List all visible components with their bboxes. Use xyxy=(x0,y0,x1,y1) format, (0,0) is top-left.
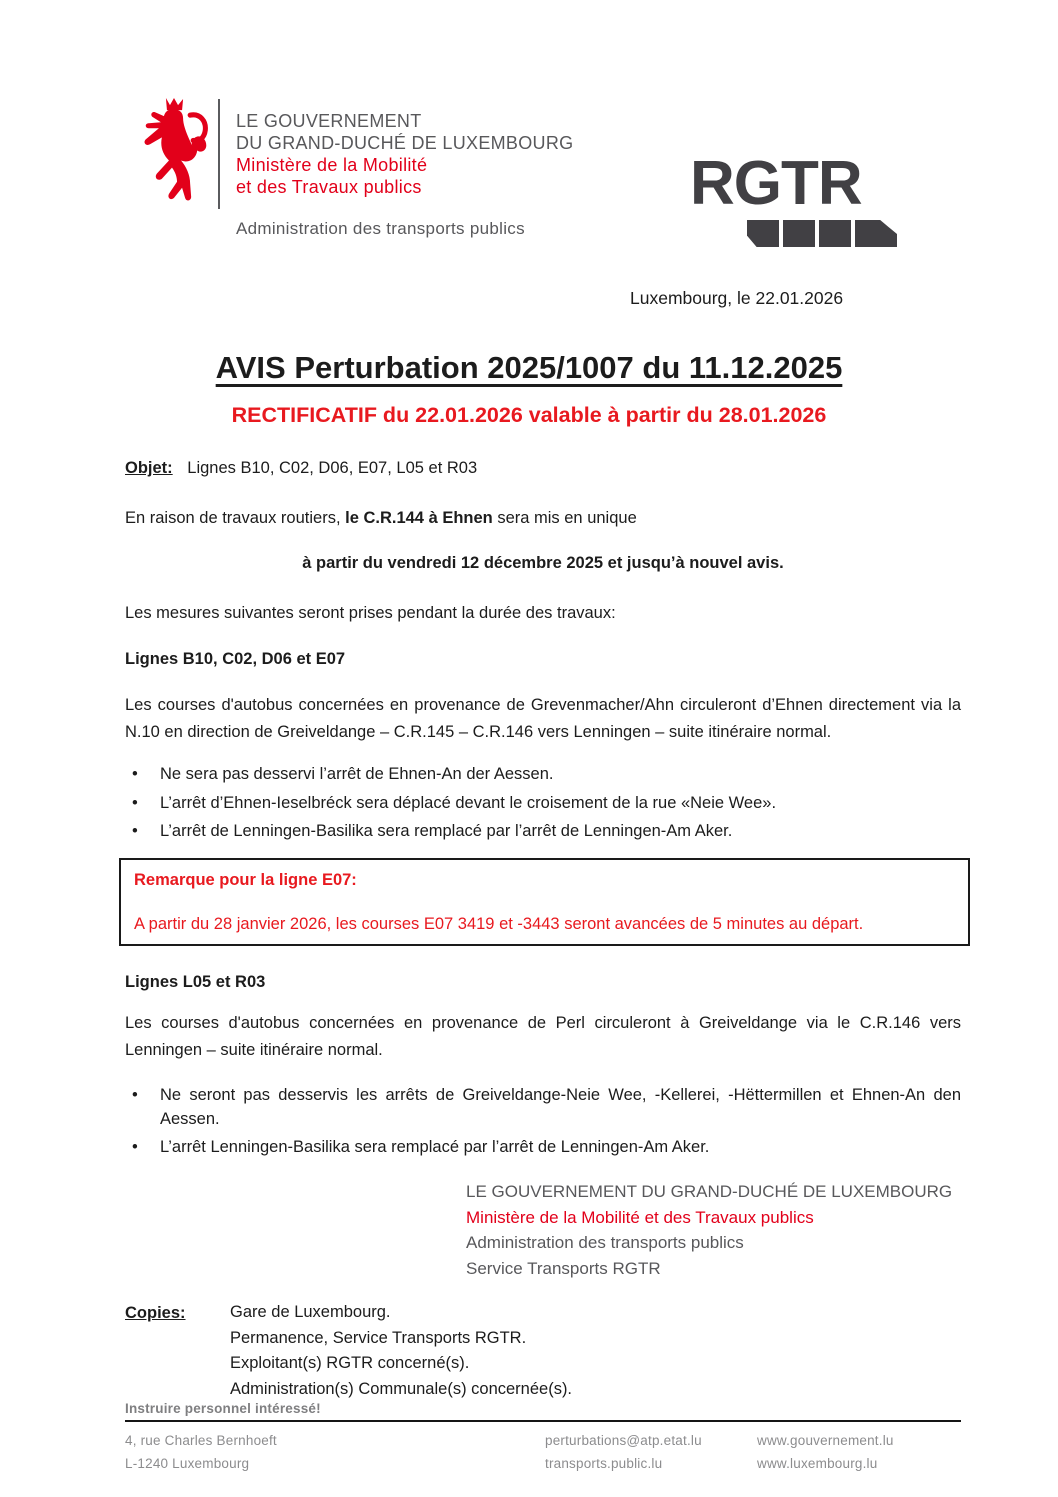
footer-address xyxy=(125,1430,277,1475)
footer-websites xyxy=(757,1430,894,1475)
footer-rule xyxy=(125,1420,961,1422)
signature-block xyxy=(466,1179,952,1281)
gov-name-line1: LE GOUVERNEMENT xyxy=(236,111,422,131)
objet-label: Objet: xyxy=(125,459,173,477)
bullet-item: • Ne seront pas desservis les arrêts de Greiveldange-Neie Wee, -Kellerei, -Hëttermillen et Ehnen-An den Aessen. xyxy=(125,1084,961,1131)
date-line: Luxembourg, le 22.01.2026 xyxy=(630,288,844,308)
section1-heading: Lignes B10, C02, D06 et E07 xyxy=(125,650,346,668)
rgtr-bus-block-1 xyxy=(747,220,779,247)
objet-row xyxy=(125,455,477,482)
signature-line1: LE GOUVERNEMENT DU GRAND-DUCHÉ DE LUXEMBOURG xyxy=(466,1182,953,1201)
section2-heading: Lignes L05 et R03 xyxy=(125,973,266,991)
logo-divider xyxy=(218,99,220,209)
copies-item: Exploitant(s) RGTR concerné(s). xyxy=(230,1354,470,1372)
footer-gouvernement-site: www.gouvernement.lu xyxy=(757,1433,894,1448)
signature-line4: Service Transports RGTR xyxy=(466,1258,661,1278)
footer-email: perturbations@atp.etat.lu xyxy=(545,1433,702,1448)
footer-luxembourg-site: www.luxembourg.lu xyxy=(757,1455,878,1471)
ministry-line1: Ministère de la Mobilité xyxy=(236,155,428,175)
footer-address-line1: 4, rue Charles Bernhoeft xyxy=(125,1433,277,1448)
intro-pre: En raison de travaux routiers, xyxy=(125,509,346,527)
bullet-item: • L’arrêt Lenningen-Basilika sera remplacé par l’arrêt de Lenningen-Am Aker. xyxy=(125,1136,961,1160)
objet-value: Lignes B10, C02, D06, E07, L05 et R03 xyxy=(187,459,478,477)
rgtr-bus-block-4 xyxy=(855,220,897,247)
lion-body xyxy=(145,109,207,200)
government-logotype xyxy=(236,110,573,198)
copies-item: Gare de Luxembourg. xyxy=(230,1303,391,1321)
signature-line3: Administration des transports publics xyxy=(466,1233,744,1252)
bullet-item: • Ne sera pas desservi l’arrêt de Ehnen-An der Aessen. xyxy=(125,763,961,787)
intro-post: sera mis en unique xyxy=(492,509,637,527)
measures-intro: Les mesures suivantes seront prises pendant la durée des travaux: xyxy=(125,604,616,622)
administration-line: Administration des transports publics xyxy=(236,219,525,238)
rgtr-bus-block-3 xyxy=(819,220,851,247)
footer-address-line2: L-1240 Luxembourg xyxy=(125,1455,250,1471)
bullet-item: • L’arrêt d’Ehnen-Ieselbréck sera déplacé devant le croisement de la rue «Neie Wee». xyxy=(125,792,961,816)
signature-line2: Ministère de la Mobilité et des Travaux publics xyxy=(466,1207,814,1227)
copies-list xyxy=(230,1300,572,1402)
footer-contact xyxy=(545,1430,702,1475)
intro-paragraph xyxy=(125,505,961,532)
luxembourg-lion-logo xyxy=(135,97,213,210)
section1-paragraph: Les courses d'autobus concernées en provenance de Grevenmacher/Ahn circuleront d’Ehnen directement via la N.10 en direction de Greiveldange – C.R.145 – C.R.146 vers Lenningen – suite itinéraire normal. xyxy=(125,696,961,741)
section2-bullet-list xyxy=(125,1084,961,1165)
page-title: AVIS Perturbation 2025/1007 du 11.12.2025 xyxy=(215,350,843,385)
section1-bullet-list xyxy=(125,763,961,849)
bullet-item: • L’arrêt de Lenningen-Basilika sera remplacé par l’arrêt de Lenningen-Am Aker. xyxy=(125,820,961,844)
footer-transports-site: transports.public.lu xyxy=(545,1455,663,1471)
page-subtitle: RECTIFICATIF du 22.01.2026 valable à partir du 28.01.2026 xyxy=(231,403,827,427)
copies-item: Permanence, Service Transports RGTR. xyxy=(230,1328,527,1347)
copies-label: Copies: xyxy=(125,1304,186,1322)
copies-item: Administration(s) Communale(s) concernée(s). xyxy=(230,1379,573,1398)
rgtr-bus-block-2 xyxy=(783,220,815,247)
effective-date-line: à partir du vendredi 12 décembre 2025 et jusqu’à nouvel avis. xyxy=(302,554,784,572)
remark-text: A partir du 28 janvier 2026, les courses E07 3419 et -3443 seront avancées de 5 minutes au départ. xyxy=(134,915,864,933)
gov-name-line2: DU GRAND-DUCHÉ DE LUXEMBOURG xyxy=(236,133,574,153)
rgtr-logo-text: RGTR xyxy=(690,149,862,218)
remark-heading: Remarque pour la ligne E07: xyxy=(134,871,357,889)
intro-bold: le C.R.144 à Ehnen xyxy=(345,509,493,527)
rgtr-bus-icon xyxy=(747,220,897,247)
ministry-line2: et des Travaux publics xyxy=(236,177,422,197)
section2-paragraph: Les courses d'autobus concernées en provenance de Perl circuleront à Greiveldange via le C.R.146 vers Lenningen – suite itinéraire normal. xyxy=(125,1014,961,1059)
lion-crown xyxy=(166,98,183,110)
footnote: Instruire personnel intéressé! xyxy=(125,1401,321,1416)
remark-box xyxy=(119,858,970,946)
